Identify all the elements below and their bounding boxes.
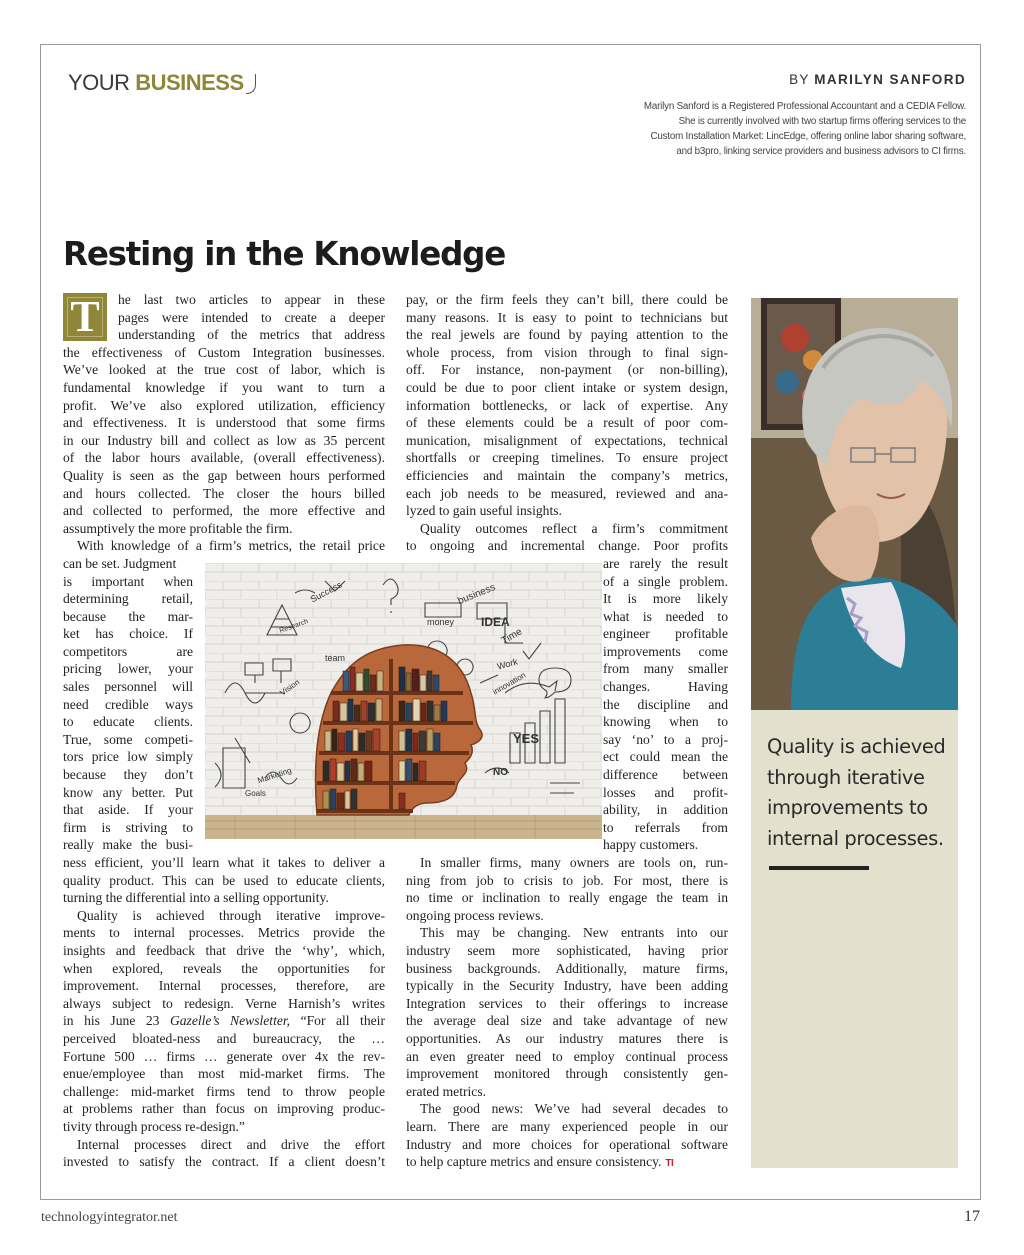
text-line: business backgrounds. Additionally, mature firms, — [406, 960, 728, 976]
text-line: erated metrics. — [406, 1083, 487, 1099]
pull-quote-line: Quality is achieved — [767, 735, 946, 758]
text-line: the discipline and — [603, 696, 728, 712]
text-line: Quality is seen as the gap between hours performed — [63, 467, 385, 483]
text-line: really make the busi- — [63, 837, 193, 853]
text-line: say ‘no’ to a proj- — [603, 731, 728, 747]
text-line: knowing when to — [603, 714, 728, 730]
text-line: opportunities. As our industry matures there is — [406, 1030, 728, 1046]
text-line: challenge: mid-market firms tend to throw people — [63, 1083, 385, 1099]
section-label-light: YOUR — [68, 70, 130, 95]
text-line: ability, in addition — [603, 802, 728, 818]
text-line: because they don’t — [63, 767, 193, 783]
text-line: of a single problem. — [603, 573, 728, 589]
text-line: improvements come — [603, 643, 728, 659]
text-line: he last two articles to appear in these — [118, 292, 385, 307]
text-line: each job needs to be measured, reviewed and ana- — [406, 485, 728, 501]
text-line: from many smaller — [603, 661, 728, 677]
text-line: invested to satisfy the contract. If a client doesn’t — [63, 1154, 385, 1170]
text-segment: in his June 23 — [63, 1013, 160, 1029]
text-line: Integration services to their offerings to increase — [406, 995, 728, 1011]
text-segment: “For all their — [300, 1013, 385, 1029]
author-portrait — [751, 298, 958, 710]
bio-line: Custom Installation Market: LincEdge, offering online labor sharing software, — [650, 131, 966, 142]
page-number: 17 — [964, 1208, 980, 1225]
text-line: off. For instance, non-payment (or non-billing), — [406, 362, 728, 378]
text-line: and effectiveness. It is understood that some firms — [63, 415, 385, 431]
text-line: changes. Having — [603, 679, 728, 695]
bio-line: She is currently involved with two startup firms offering services to the — [678, 116, 966, 127]
text-line: munication, misalignment of expectations, technical — [406, 432, 728, 448]
text-line: and hours collected. The closer the hours billed — [63, 485, 385, 501]
author-bio — [606, 99, 966, 159]
illustration-word: Work — [496, 656, 519, 672]
text-line: the average deal size and take advantage of new — [406, 1013, 728, 1029]
text-line: to referrals from — [603, 819, 728, 835]
text-line: to educate clients. — [63, 714, 193, 730]
text-line: Quality outcomes reflect a firm’s commitment — [420, 520, 728, 536]
text-line: improvement monitored through consistently gen- — [406, 1066, 728, 1082]
text-line: are rarely the result — [603, 555, 728, 571]
text-line: Fortune 500 … firms … generate over 4x the rev- — [63, 1048, 385, 1064]
text-line: turning the differential into a selling opportunity. — [63, 890, 329, 906]
text-line: happy customers. — [603, 837, 699, 853]
text-line: competitors are — [63, 643, 193, 659]
byline-prefix: BY — [789, 72, 810, 87]
illustration-word: Goals — [245, 789, 266, 798]
text-line: difference between — [603, 767, 728, 783]
illustration-word: Marketing — [256, 765, 293, 786]
text-line: Internal processes direct and drive the effort — [77, 1136, 385, 1152]
text-line: efficiencies and maintain the company’s metrics, — [406, 467, 728, 483]
text-line: to ongoing and incremental change. Poor profits — [406, 538, 728, 554]
text-line: True, some competi- — [63, 731, 193, 747]
text-line: industry seem more sophisticated, having prior — [406, 942, 728, 958]
text-line: We’ve looked at the true cost of labor, which is — [63, 362, 385, 378]
pull-quote-line: through iterative — [767, 765, 925, 789]
text-line: when explored, reveals the opportunities for — [63, 960, 385, 976]
text-line: pricing lower, your — [63, 661, 193, 677]
text-line: because the mar- — [63, 608, 193, 624]
text-line — [406, 1153, 728, 1171]
text-line: pay, or the firm feels they can’t bill, there could be — [406, 292, 728, 307]
text-segment: to help capture metrics and ensure consistency. — [406, 1154, 662, 1170]
text-line: fundamental knowledge if you want to turn a — [63, 379, 385, 395]
text-line: that aside. If your — [63, 802, 193, 818]
text-line: engineer profitable — [603, 626, 728, 642]
bio-line: Marilyn Sanford is a Registered Professional Accountant and a CEDIA Fellow. — [643, 101, 966, 112]
text-line: always subject to redesign. Verne Harnish’s writes — [63, 995, 385, 1011]
text-line: information bottlenecks, or lack of expertise. Any — [406, 397, 728, 413]
author-photo — [751, 298, 958, 710]
illustration-word: team — [325, 653, 346, 663]
text-line: of these elements could be a result of poor com- — [406, 415, 728, 431]
footer-website: technologyintegrator.net — [41, 1210, 178, 1225]
text-line: pages were intended to create a deeper — [118, 309, 385, 325]
illustration-word: business — [456, 582, 498, 607]
text-line: whole process, from vision through to final sign- — [406, 344, 728, 360]
text-line: ning from job to crisis to job. For most, there is — [406, 872, 728, 888]
section-label-bold: BUSINESS — [135, 70, 244, 95]
text-line: Quality is achieved through iterative improve- — [77, 907, 385, 923]
section-label — [68, 70, 256, 96]
newsletter-title: Gazelle’s Newsletter, — [169, 1013, 291, 1029]
text-line: the real jewels are found by paying attention to the — [406, 327, 728, 343]
end-mark-logo: TI — [665, 1158, 674, 1170]
text-line: This may be changing. New entrants into our — [420, 925, 728, 941]
text-line: Industry and more choices for operational software — [406, 1136, 728, 1152]
text-line: It is more likely — [603, 591, 728, 607]
article-title: Resting in the Knowledge — [63, 235, 506, 273]
text-line: perceived bloated-ness and bureaucracy, the … — [63, 1030, 385, 1046]
text-line: no time or inclination to really engage the team in — [406, 890, 728, 906]
text-line: insights and feedback that drive the ‘why’, which, — [63, 942, 385, 958]
text-line: ments to internal processes. Metrics provide the — [63, 925, 385, 941]
pull-quote-line: improvements to — [767, 796, 928, 819]
text-line: determining retail, — [63, 591, 193, 607]
text-line: at problems rather than focus on improving produc- — [63, 1101, 385, 1117]
illustration-word: Vision — [278, 677, 302, 698]
text-line: ongoing process reviews. — [406, 907, 544, 923]
illustration-word: innovation — [491, 670, 528, 697]
illustration-word: IDEA — [481, 615, 510, 629]
text-line: lyzed to gain useful insights. — [406, 503, 562, 519]
byline — [789, 72, 966, 87]
text-line: sales personnel will — [63, 679, 193, 695]
bookshelf-head-illustration — [205, 563, 602, 839]
text-line: firm is striving to — [63, 819, 193, 835]
illustration-word: Time — [499, 626, 525, 647]
text-line: shortfalls or creeping timelines. To ensure project — [406, 450, 728, 466]
text-line: quality product. This can be used to educate clients, — [63, 872, 385, 888]
text-line: understanding of the metrics that address — [118, 327, 385, 343]
text-line: ness efficient, you’ll learn what it takes to deliver a — [63, 855, 385, 870]
illustration-word: Success — [308, 579, 344, 605]
bio-line: and b3pro, linking service providers and business advisors to CI firms. — [676, 146, 966, 157]
text-line: many reasons. It is easy to point to technicians but — [406, 309, 728, 325]
text-line: could be due to poor client intake or system design, — [406, 379, 728, 395]
illustration-word: Research — [278, 618, 310, 635]
text-line: of the labor hours available, (overall effectiveness). — [63, 450, 385, 466]
text-line: With knowledge of a firm’s metrics, the retail price — [77, 538, 385, 554]
text-line — [63, 1012, 385, 1030]
text-line: ket has choice. If — [63, 626, 193, 642]
drop-cap: T — [63, 293, 107, 341]
text-line: learn. There are many experienced people in our — [406, 1118, 728, 1134]
text-line: profit. We’ve also explored utilization, efficiency — [63, 397, 385, 413]
pull-quote — [767, 732, 952, 854]
text-line: assumptively the more profitable the firm. — [63, 520, 293, 536]
pull-quote-line: internal processes. — [767, 826, 944, 850]
text-line: know any better. Put — [63, 784, 193, 800]
text-line: tivity through process re-design.” — [63, 1118, 245, 1134]
text-line: what is needed to — [603, 608, 728, 624]
text-line: and collected to performed, the more effective and — [63, 503, 385, 519]
text-line: is important when — [63, 573, 193, 589]
text-line: need credible ways — [63, 696, 193, 712]
text-line: tors price low simply — [63, 749, 193, 765]
text-line: In smaller firms, many owners are tools on, run- — [420, 855, 728, 870]
illustration-word: money — [427, 617, 455, 627]
illustration-word: NO — [493, 767, 508, 778]
text-line: typically in the Security Industry, have been adding — [406, 978, 728, 994]
text-line: The good news: We’ve had several decades to — [420, 1101, 728, 1117]
text-line: losses and profit- — [603, 784, 728, 800]
text-line: in our Industry bill and collect as low as 35 percent — [63, 432, 385, 448]
pull-quote-rule — [769, 866, 869, 870]
text-line: improvement. Internal processes, therefore, are — [63, 978, 385, 994]
illustration-word: YES — [513, 731, 540, 746]
text-line: can be set. Judgment — [63, 555, 177, 571]
text-line: the effectiveness of Custom Integration businesses. — [63, 344, 385, 360]
section-hook-icon — [246, 74, 256, 94]
author-name: MARILYN SANFORD — [814, 72, 966, 87]
text-line: ect could mean the — [603, 749, 728, 765]
text-line: enue/employee than most mid-market firms. The — [63, 1066, 385, 1082]
text-line: an even greater need to employ continual process — [406, 1048, 728, 1064]
